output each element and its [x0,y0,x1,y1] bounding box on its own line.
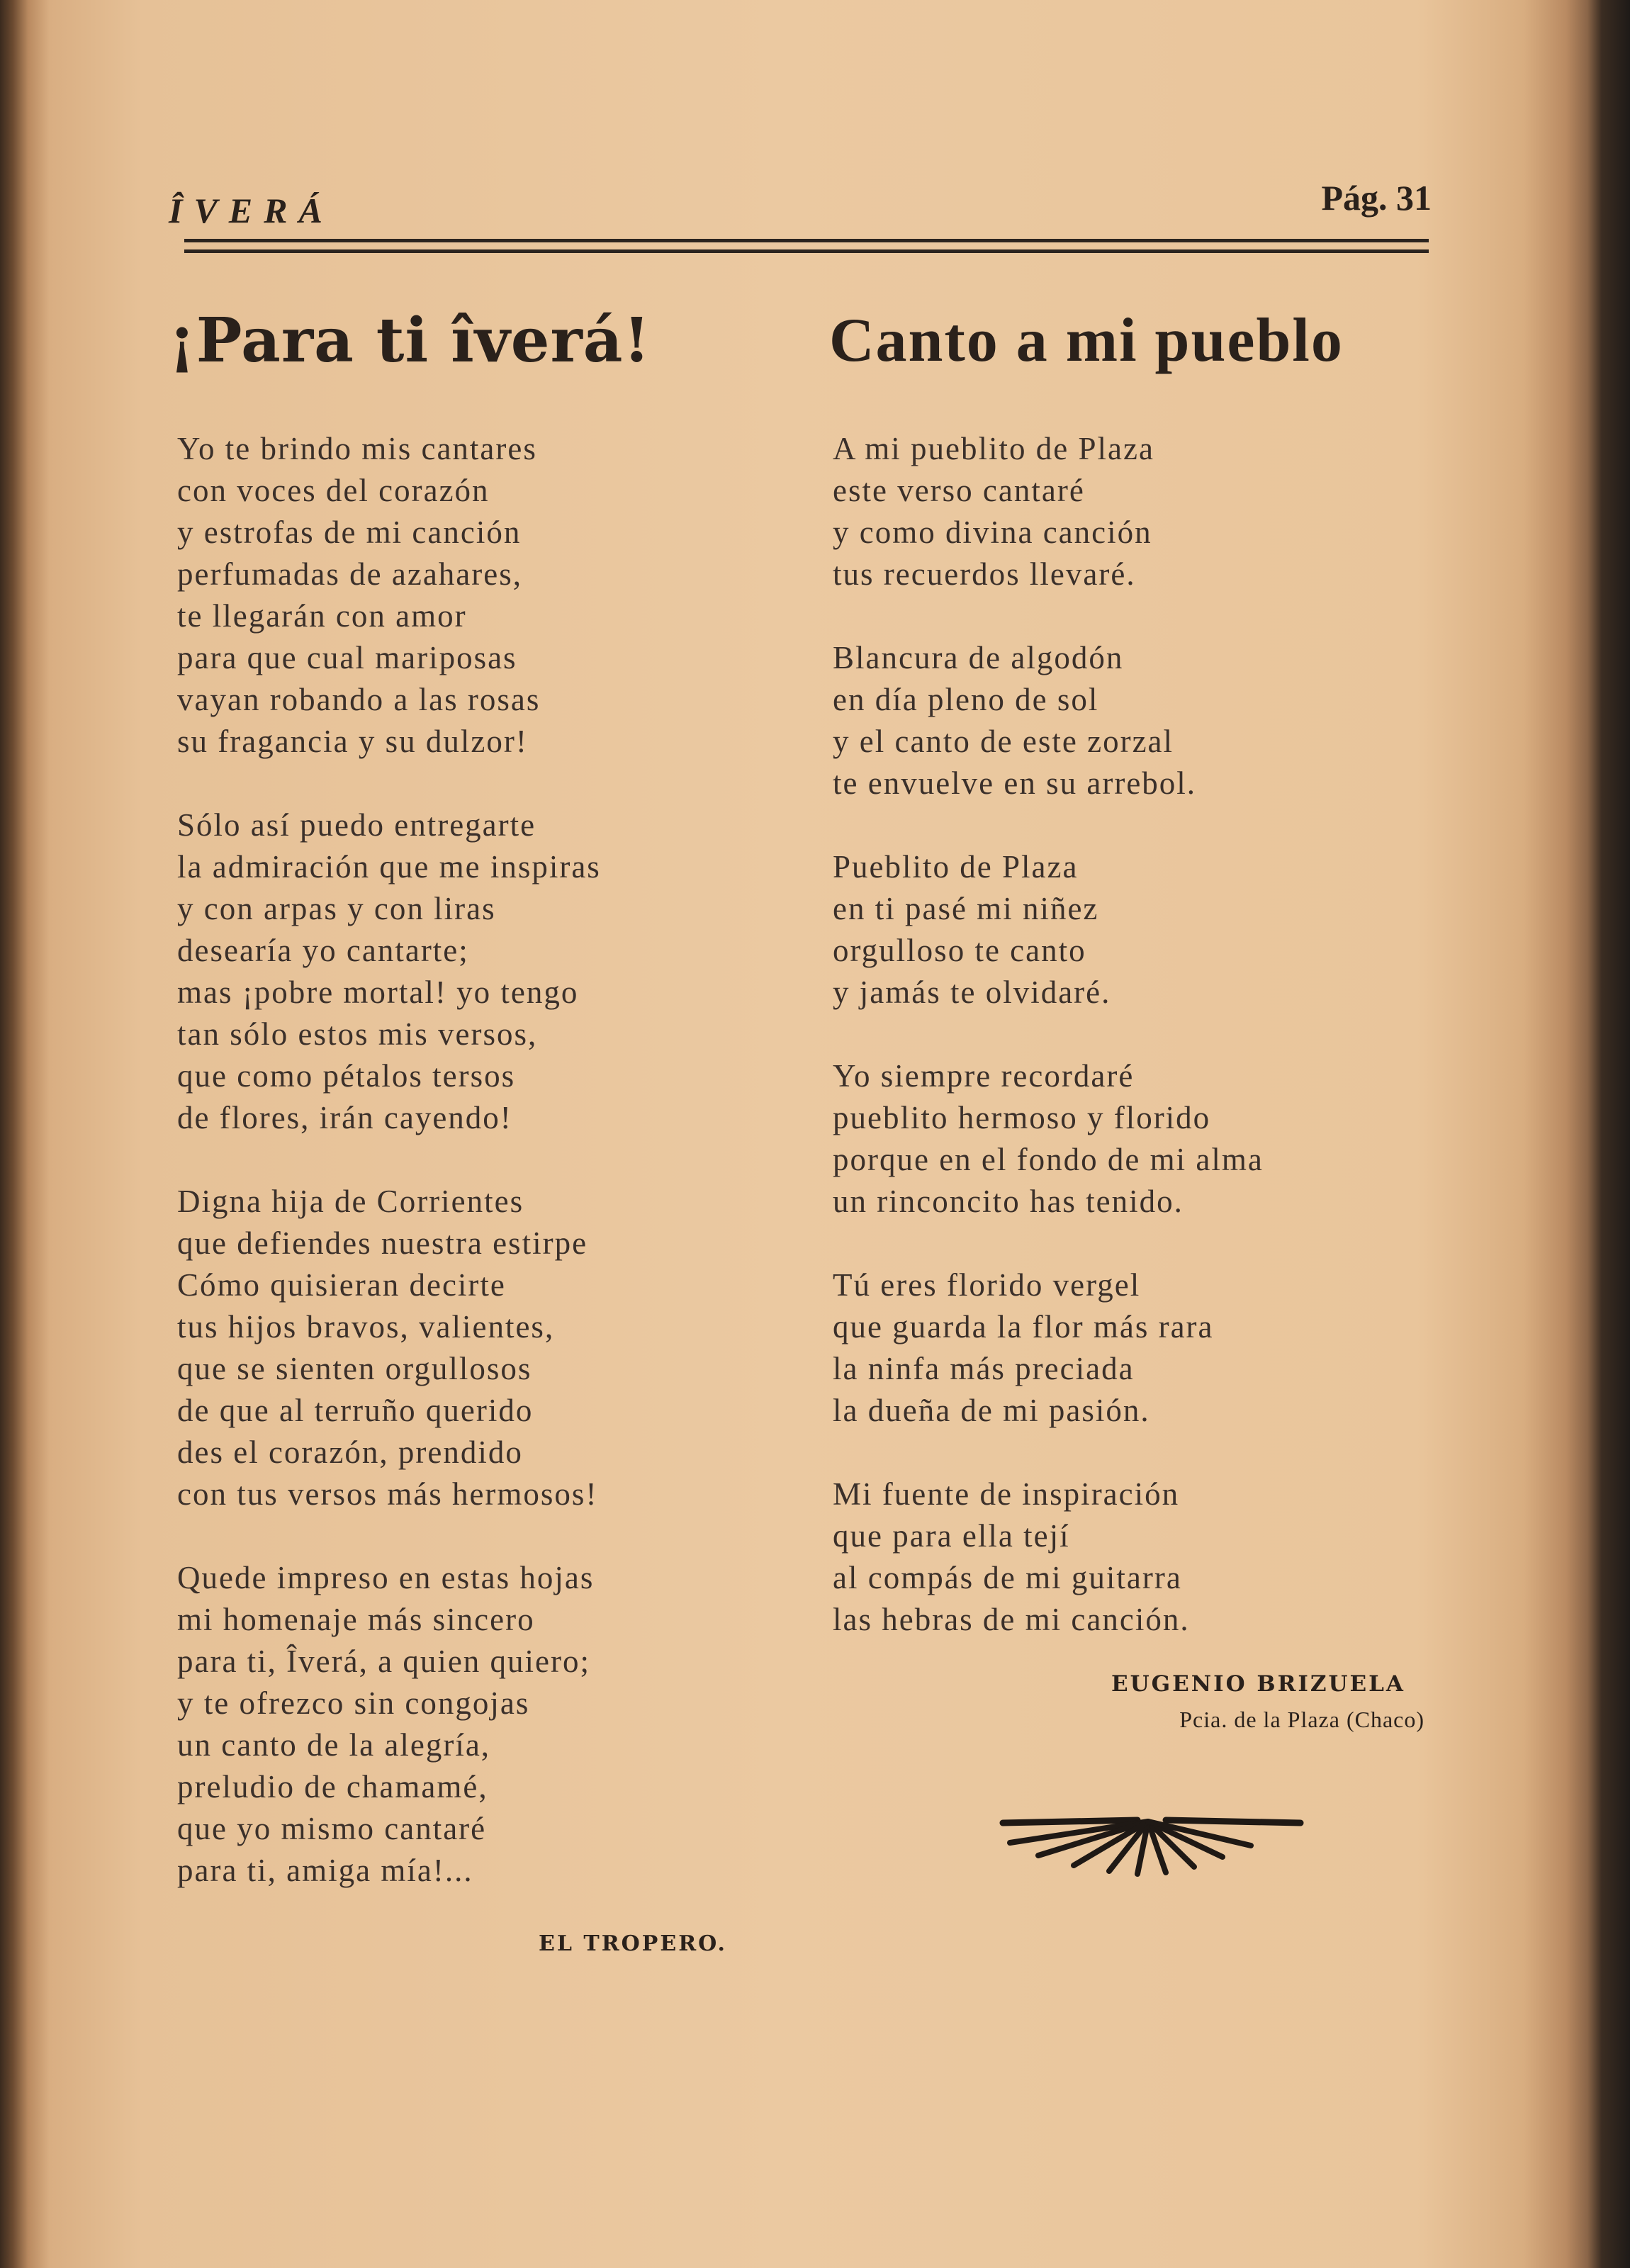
right-poem-title: Canto a mi pueblo [829,306,1344,375]
left-poem-title: ¡Para ti îverá! [169,305,651,376]
verse-line: pueblito hermoso y florido [833,1100,1211,1135]
verse-line: un canto de la alegría, [177,1727,491,1763]
verse-line: Digna hija de Corrientes [177,1184,524,1219]
verse-line: y como divina canción [833,515,1152,550]
verse-line: en ti pasé mi niñez [833,891,1099,926]
stanza [177,1181,601,1515]
verse-line: des el corazón, prendido [177,1435,523,1470]
verse-line: tus hijos bravos, valientes, [177,1309,555,1344]
verse-line: A mi pueblito de Plaza [833,431,1154,466]
verse-line: con voces del corazón [177,473,490,508]
verse-line: con tus versos más hermosos! [177,1476,598,1512]
stanza [833,1055,1264,1223]
right-poem-author: EUGENIO BRIZUELA [1111,1671,1405,1697]
verse-line: las hebras de mi canción. [833,1602,1190,1637]
page-number: Pág. 31 [1321,178,1432,218]
verse-line: y el canto de este zorzal [833,724,1174,759]
verse-line: que guarda la flor más rara [833,1309,1214,1344]
verse-line: de flores, irán cayendo! [177,1100,512,1135]
publication-name: ÎVERÁ [169,191,334,230]
verse-line: Mi fuente de inspiración [833,1476,1180,1512]
verse-line: mi homenaje más sincero [177,1602,535,1637]
verse-line: Blancura de algodón [833,640,1124,675]
stanza [833,428,1264,595]
verse-line: la dueña de mi pasión. [833,1393,1150,1428]
stanza [833,1264,1264,1432]
verse-line: y con arpas y con liras [177,891,496,926]
verse-line: que para ella tejí [833,1518,1070,1554]
verse-line: porque en el fondo de mi alma [833,1142,1264,1177]
verse-line: al compás de mi guitarra [833,1560,1182,1595]
verse-line: y jamás te olvidaré. [833,975,1111,1010]
verse-line: de que al terruño querido [177,1393,534,1428]
verse-line: un rinconcito has tenido. [833,1184,1184,1219]
verse-line: que yo mismo cantaré [177,1811,487,1846]
header-rule-top [184,239,1429,242]
verse-line: para que cual mariposas [177,640,517,675]
verse-line: la admiración que me inspiras [177,849,601,885]
verse-line: que como pétalos tersos [177,1058,516,1094]
stanza [177,428,601,763]
verse-line: Cómo quisieran decirte [177,1267,506,1303]
verse-line: para ti, Îverá, a quien quiero; [177,1644,591,1679]
verse-line: tan sólo estos mis versos, [177,1016,538,1052]
verse-line: Quede impreso en estas hojas [177,1560,595,1595]
verse-line: que se sienten orgullosos [177,1351,532,1386]
verse-line: te envuelve en su arrebol. [833,765,1197,801]
verse-line: perfumadas de azahares, [177,556,522,592]
verse-line: su fragancia y su dulzor! [177,724,528,759]
stanza [833,846,1264,1014]
verse-line: y te ofrezco sin congojas [177,1685,530,1721]
verse-line: para ti, amiga mía!... [177,1853,473,1888]
verse-line: Yo siempre recordaré [833,1058,1135,1094]
stanza [833,1473,1264,1641]
verse-line: orgulloso te canto [833,933,1086,968]
verse-line: te llegarán con amor [177,598,467,634]
verse-line: Pueblito de Plaza [833,849,1079,885]
left-poem-signature: EL TROPERO. [539,1931,727,1956]
verse-line: vayan robando a las rosas [177,682,541,717]
verse-line: Sólo así puedo entregarte [177,807,536,843]
verse-line: Yo te brindo mis cantares [177,431,537,466]
verse-line: preludio de chamamé, [177,1769,488,1804]
verse-line: la ninfa más preciada [833,1351,1135,1386]
verse-line: desearía yo cantarte; [177,933,469,968]
verse-line: Tú eres florido vergel [833,1267,1141,1303]
verse-line: mas ¡pobre mortal! yo tengo [177,975,579,1010]
stanza [833,637,1264,804]
verse-line: este verso cantaré [833,473,1085,508]
verse-line: en día pleno de sol [833,682,1099,717]
stanza [177,804,601,1139]
sunburst-ornament-icon [996,1814,1308,1881]
verse-line: tus recuerdos llevaré. [833,556,1136,592]
left-poem-body [177,428,601,1933]
verse-line: que defiendes nuestra estirpe [177,1225,588,1261]
right-poem-place: Pcia. de la Plaza (Chaco) [1179,1707,1424,1732]
header-rule-bottom [184,249,1429,253]
right-poem-body [833,428,1264,1683]
verse-line: y estrofas de mi canción [177,515,522,550]
stanza [177,1557,601,1892]
